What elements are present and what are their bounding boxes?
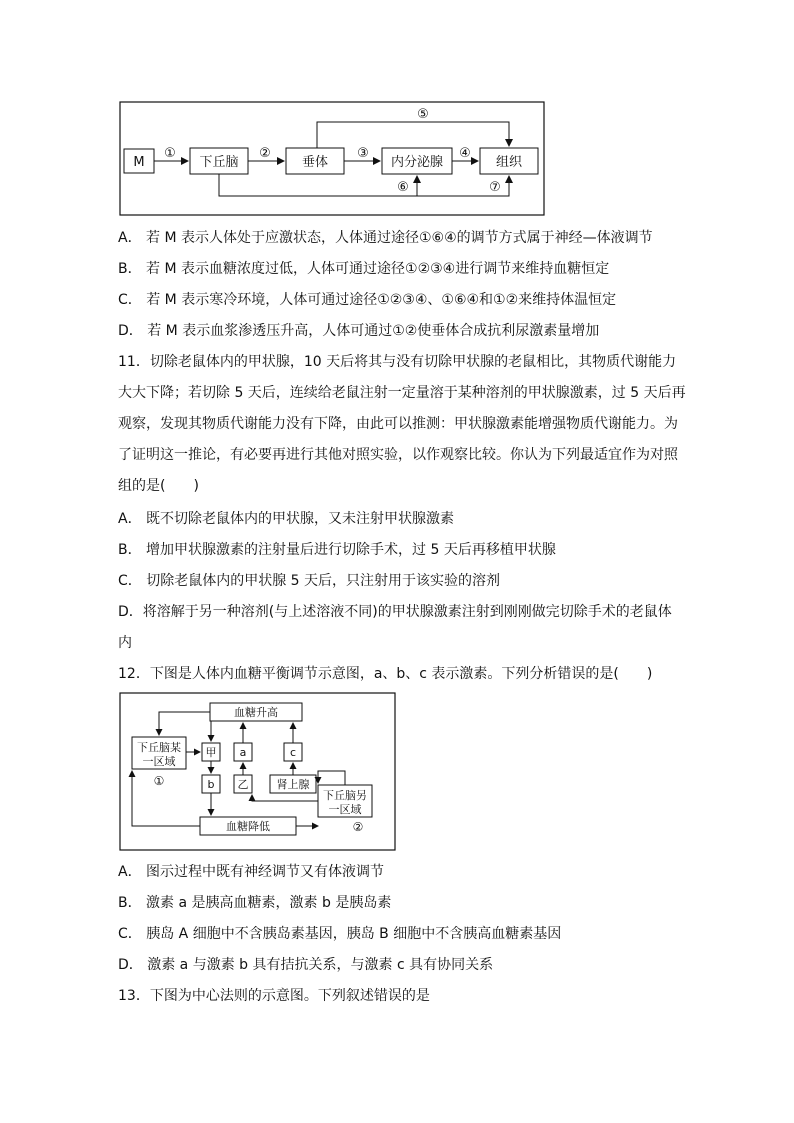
q11-stem-line-4: 了证明这一推论，有必要再进行其他对照实验，以作观察比较。你认为下列最适宜作为对照 — [118, 447, 678, 463]
q11-stem-line-3: 观察，发现其物质代谢能力没有下降，由此可以推测：甲状腺激素能增强物质代谢能力。为 — [118, 416, 678, 432]
hormone-c-label: c — [289, 746, 297, 759]
hypothalamus-label: 下丘脑 — [199, 155, 239, 170]
q11-stem-line-5: 组的是( ) — [118, 478, 199, 494]
marker-2: ② — [352, 820, 364, 834]
path-7-label: ⑦ — [489, 180, 501, 195]
q10-option-c: C． 若 M 表示寒冷环境，人体可通过途径①②③④、①⑥④和①②来维持体温恒定 — [118, 292, 617, 308]
low-to-hypo1-arrow — [132, 771, 200, 826]
blood-glucose-regulation-diagram — [118, 691, 398, 853]
hypo2-to-adrenal-arrow — [318, 771, 345, 785]
glucose-high-label: 血糖升高 — [234, 706, 278, 719]
path-6-label: ⑥ — [397, 180, 409, 195]
jia-label: 甲 — [205, 746, 217, 759]
q11-stem-line-1: 11．切除老鼠体内的甲状腺，10 天后将其与没有切除甲状腺的老鼠相比，其物质代谢能力 — [118, 354, 677, 370]
q11-option-a: A． 既不切除老鼠体内的甲状腺，又未注射甲状腺激素 — [118, 511, 455, 527]
q12-option-b: B． 激素 a 是胰高血糖素，激素 b 是胰岛素 — [118, 895, 392, 911]
q10-option-a: A． 若 M 表示人体处于应激状态，人体通过途径①⑥④的调节方式属于神经—体液调节 — [118, 230, 653, 246]
q10-option-b: B． 若 M 表示血糖浓度过低，人体可通过途径①②③④进行调节来维持血糖恒定 — [118, 261, 610, 277]
glucose-low-label: 血糖降低 — [226, 820, 270, 833]
path-5-label: ⑤ — [417, 107, 429, 122]
hypo2-to-yi-arrow — [252, 795, 318, 801]
q11-option-d-line-2: 内 — [118, 635, 132, 651]
q12-option-d: D． 激素 a 与激素 b 具有拮抗关系，与激素 c 具有协同关系 — [118, 957, 494, 973]
yi-label: 乙 — [237, 778, 249, 791]
q12-stem: 12．下图是人体内血糖平衡调节示意图，a、b、c 表示激素。下列分析错误的是( ) — [118, 666, 653, 682]
q11-option-d-line-1: D．将溶解于另一种溶剂(与上述溶液不同)的甲状腺激素注射到刚刚做完切除手术的老鼠体 — [118, 604, 672, 620]
hypothalamus-region-2-line-1: 下丘脑另 — [323, 789, 367, 802]
q12-option-a: A． 图示过程中既有神经调节又有体液调节 — [118, 864, 385, 880]
path-4-label: ④ — [459, 146, 471, 161]
m-label: M — [133, 155, 145, 170]
hypothalamus-region-2-line-2: 一区域 — [328, 803, 362, 816]
path-7-arrow — [219, 174, 509, 196]
q11-stem-line-2: 大大下降；若切除 5 天后，连续给老鼠注射一定量溶于某种溶剂的甲状腺激素，过 5 天后再 — [118, 385, 686, 401]
hypothalamus-region-1-line-1: 下丘脑某 — [137, 741, 181, 754]
path-3-label: ③ — [357, 146, 369, 161]
q12-option-c: C． 胰岛 A 细胞中不含胰岛素基因，胰岛 B 细胞中不含胰高血糖素基因 — [118, 926, 562, 942]
tissue-label: 组织 — [495, 155, 523, 170]
adrenal-label: 肾上腺 — [276, 778, 310, 791]
regulation-pathway-diagram — [118, 100, 548, 218]
q11-option-b: B． 增加甲状腺激素的注射量后进行切除手术，过 5 天后再移植甲状腺 — [118, 542, 556, 558]
path-1-label: ① — [164, 146, 176, 161]
q11-option-c: C． 切除老鼠体内的甲状腺 5 天后，只注射用于该实验的溶剂 — [118, 573, 501, 589]
q13-stem: 13．下图为中心法则的示意图。下列叙述错误的是 — [118, 988, 430, 1004]
q10-option-d: D． 若 M 表示血浆渗透压升高，人体可通过①②使垂体合成抗利尿激素量增加 — [118, 323, 600, 339]
marker-1: ① — [153, 774, 165, 788]
high-to-hypo1-arrow — [159, 712, 210, 735]
path-2-label: ② — [259, 146, 271, 161]
endocrine-gland-label: 内分泌腺 — [390, 155, 444, 170]
hormone-a-label: a — [239, 746, 247, 759]
pituitary-label: 垂体 — [301, 155, 329, 170]
path-5-arrow — [317, 122, 509, 148]
hypothalamus-region-1-line-2: 一区域 — [142, 755, 176, 768]
hormone-b-label: b — [207, 778, 215, 791]
